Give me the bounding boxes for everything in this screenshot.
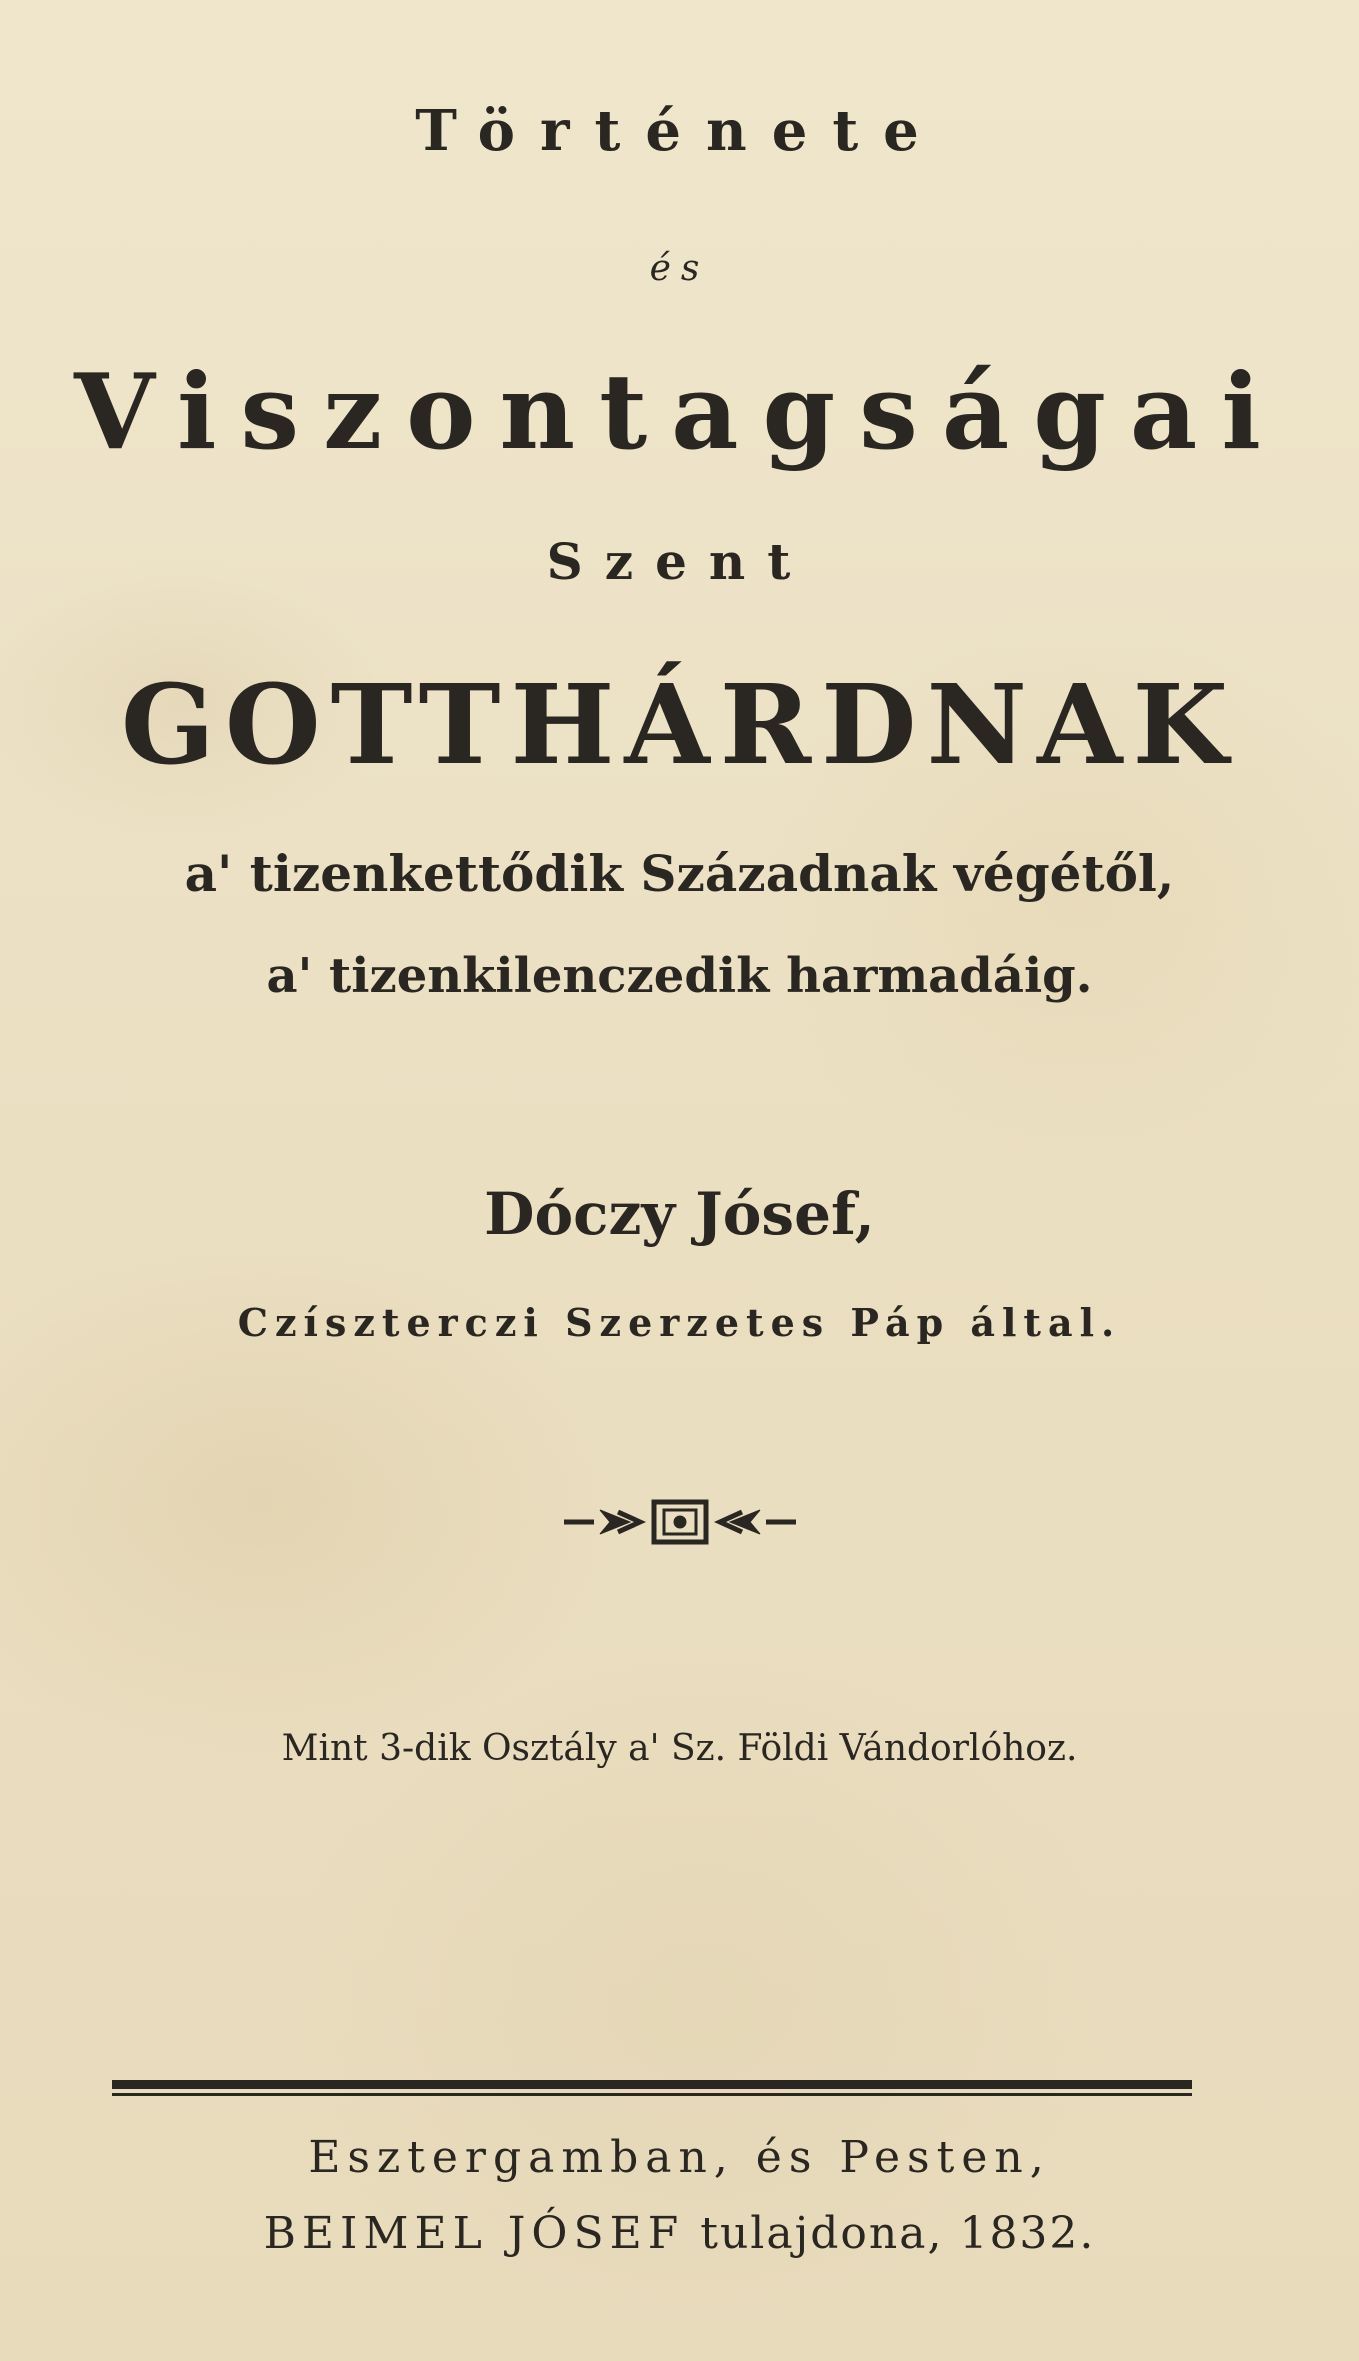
title-line-szent: Szent <box>546 532 813 591</box>
title-line-gotthardnak: GOTTHÁRDNAK <box>120 660 1239 789</box>
double-rule-divider <box>112 2080 1192 2098</box>
title-line-es: és <box>649 248 710 289</box>
imprint-publisher: BEIMEL JÓSEF <box>263 2208 685 2259</box>
subtitle-line-2: a' tizenkilenczedik harmadáig. <box>266 948 1093 1004</box>
author-name: Dóczy Jósef, <box>484 1180 875 1248</box>
title-line-viszontagsagai: Viszontagságai <box>74 350 1285 473</box>
title-line-tortenete: Története <box>415 98 944 164</box>
imprint-place: Esztergamban, és Pesten, <box>308 2132 1051 2183</box>
printers-ornament-icon <box>560 1490 800 1554</box>
series-note: Mint 3-dik Osztály a' Sz. Földi Vándorlóhoz. <box>281 1728 1078 1769</box>
imprint-date: tulajdona, 1832. <box>700 2208 1096 2259</box>
subtitle-line-1: a' tizenkettődik Századnak végétől, <box>184 844 1175 903</box>
author-role: Czíszterczi Szerzetes Páp által. <box>237 1300 1122 1345</box>
imprint-publisher-line <box>0 2208 1359 2259</box>
